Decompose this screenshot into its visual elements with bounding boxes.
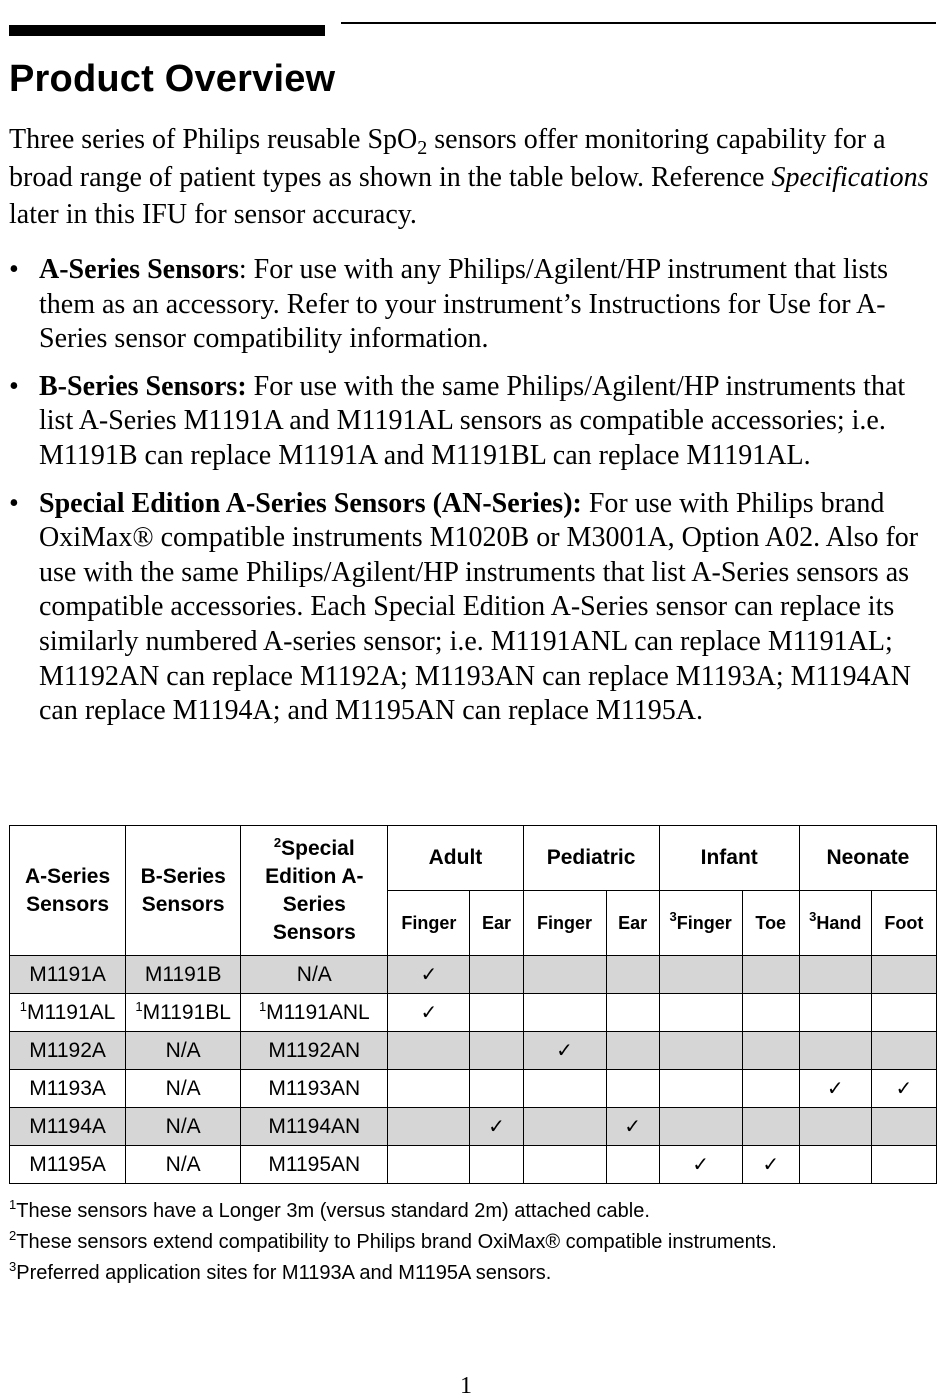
intro-text-2: sensors offer monitoring capability for a broad range of patient types as shown in the table below. Reference bbox=[9, 124, 886, 193]
header-site-label: Finger bbox=[676, 912, 732, 933]
table-body bbox=[10, 956, 937, 1184]
cell-special-edition bbox=[241, 1070, 388, 1108]
footnote-ref: 3 bbox=[809, 908, 817, 924]
footnote bbox=[9, 1196, 929, 1227]
sensor-model: M1193AN bbox=[268, 1076, 361, 1100]
footnote-ref: 3 bbox=[669, 908, 677, 924]
cell-site bbox=[799, 956, 871, 994]
bullet-title: B-Series Sensors: bbox=[39, 370, 247, 402]
sensor-model: M1195AN bbox=[268, 1152, 361, 1176]
bullet-icon: • bbox=[9, 370, 19, 402]
checkmark-icon: ✓ bbox=[895, 1076, 913, 1100]
header-site-label: Foot bbox=[884, 912, 924, 933]
cell-site bbox=[470, 994, 523, 1032]
cell-site bbox=[742, 1108, 799, 1146]
checkmark-icon: ✓ bbox=[692, 1152, 710, 1176]
page-number: 1 bbox=[460, 1373, 472, 1399]
table-row bbox=[10, 1146, 937, 1184]
header-site bbox=[388, 891, 470, 956]
checkmark-icon: ✓ bbox=[488, 1114, 505, 1138]
cell-site bbox=[742, 994, 799, 1032]
cell-site bbox=[871, 1108, 936, 1146]
cell-site bbox=[799, 1070, 871, 1108]
checkmark-icon: ✓ bbox=[762, 1152, 780, 1176]
cell-site bbox=[659, 1070, 742, 1108]
sensor-model: M1194A bbox=[29, 1114, 106, 1138]
header-group-pediatric: Pediatric bbox=[523, 826, 659, 891]
footnote-number: 1 bbox=[9, 1197, 17, 1212]
checkmark-icon: ✓ bbox=[420, 1000, 438, 1024]
checkmark-icon: ✓ bbox=[556, 1038, 573, 1062]
bullet-icon: • bbox=[9, 487, 19, 519]
cell-a-series bbox=[10, 994, 126, 1032]
footnote-ref: 1 bbox=[258, 998, 267, 1014]
sensor-model: M1191BL bbox=[142, 1000, 231, 1024]
sensor-model: N/A bbox=[165, 1114, 201, 1138]
footnote-text: Preferred application sites for M1193A and M1195A sensors. bbox=[16, 1262, 552, 1284]
cell-site bbox=[470, 956, 523, 994]
bullet-title: A-Series Sensors bbox=[39, 254, 239, 285]
footnote-number: 2 bbox=[9, 1228, 17, 1243]
sensor-compatibility-table bbox=[9, 825, 937, 1184]
bullet-icon: • bbox=[9, 254, 19, 285]
cell-site bbox=[799, 1032, 871, 1070]
header-site bbox=[742, 891, 799, 956]
table-row bbox=[10, 956, 937, 994]
checkmark-icon: ✓ bbox=[624, 1114, 641, 1138]
cell-special-edition bbox=[241, 1108, 388, 1146]
sensor-model: M1191ANL bbox=[266, 1000, 370, 1024]
page-title: Product Overview bbox=[9, 58, 336, 100]
cell-site bbox=[388, 994, 470, 1032]
footnote-number: 3 bbox=[9, 1259, 17, 1274]
table-row bbox=[10, 1108, 937, 1146]
cell-site bbox=[523, 1032, 606, 1070]
heading-rule-thick bbox=[9, 25, 325, 36]
sensor-series-list bbox=[9, 253, 934, 742]
bullet-text: For use with the same Philips/Agilent/HP instruments that list A-Series M1191A and M1191AL sensors as compatible accessories; i.e. M1191B can replace M1191A and M1191BL can replace M1191AL. bbox=[39, 370, 906, 471]
sensor-model: M1191B bbox=[144, 962, 222, 986]
cell-site bbox=[871, 994, 936, 1032]
cell-site bbox=[470, 1108, 523, 1146]
list-item bbox=[9, 487, 934, 729]
cell-site bbox=[470, 1032, 523, 1070]
bullet-title: Special Edition A-Series Sensors (AN-Series): bbox=[39, 487, 582, 519]
cell-site bbox=[871, 1032, 936, 1070]
sensor-model: N/A bbox=[165, 1076, 201, 1100]
cell-site bbox=[606, 956, 659, 994]
sensor-model: N/A bbox=[165, 1038, 201, 1062]
header-site-label: Ear bbox=[618, 912, 648, 933]
cell-site bbox=[388, 1032, 470, 1070]
cell-site bbox=[388, 956, 470, 994]
header-site bbox=[659, 891, 742, 956]
cell-site bbox=[799, 994, 871, 1032]
header-site-label: Ear bbox=[481, 912, 511, 933]
footnote-text: These sensors extend compatibility to Philips brand OxiMax® compatible instruments. bbox=[16, 1231, 777, 1253]
sensor-model: M1192A bbox=[29, 1038, 106, 1062]
header-site bbox=[523, 891, 606, 956]
table-row bbox=[10, 1070, 937, 1108]
cell-site bbox=[659, 1146, 742, 1184]
cell-site bbox=[659, 994, 742, 1032]
cell-site bbox=[742, 1146, 799, 1184]
cell-site bbox=[606, 1146, 659, 1184]
sensor-model: M1191AL bbox=[27, 1000, 116, 1024]
footnotes bbox=[9, 1196, 929, 1289]
cell-site bbox=[742, 1032, 799, 1070]
header-b-series: B-Series Sensors bbox=[126, 826, 241, 956]
checkmark-icon: ✓ bbox=[420, 962, 438, 986]
cell-a-series bbox=[10, 1032, 126, 1070]
cell-site bbox=[606, 994, 659, 1032]
table-row bbox=[10, 994, 937, 1032]
sensor-model: M1194AN bbox=[268, 1114, 361, 1138]
cell-site bbox=[799, 1108, 871, 1146]
header-site bbox=[606, 891, 659, 956]
cell-site bbox=[523, 1070, 606, 1108]
bullet-text: : For use with any Philips/Agilent/HP instrument that lists them as an accessory. Refer to your instrument’s Instructions for Use for A-Series sensor compatibility information. bbox=[39, 254, 889, 355]
cell-b-series bbox=[126, 1032, 241, 1070]
cell-site bbox=[388, 1146, 470, 1184]
header-a-series: A-Series Sensors bbox=[10, 826, 126, 956]
cell-b-series bbox=[126, 1108, 241, 1146]
cell-a-series bbox=[10, 956, 126, 994]
checkmark-icon: ✓ bbox=[826, 1076, 844, 1100]
cell-site bbox=[523, 1108, 606, 1146]
cell-site bbox=[523, 1146, 606, 1184]
cell-site bbox=[742, 1070, 799, 1108]
footnote bbox=[9, 1258, 929, 1289]
list-item bbox=[9, 253, 934, 357]
cell-special-edition bbox=[241, 956, 388, 994]
bullet-text: For use with Philips brand OxiMax® compatible instruments M1020B or M3001A, Option A02. Also for use with the same Philips/Agilent/HP instruments that list A-Series sensors as compatible accessories. Each Special Edition A-Series sensor can replace its similarly numbered A-series sensor; i.e. M1191ANL can replace M1191AL; M1192AN can replace M1192A; M1193AN can replace M1193A; M1194AN can replace M1194A; and M1195AN can replace M1195A. bbox=[39, 487, 919, 727]
heading-rule-thin bbox=[341, 22, 936, 24]
cell-site bbox=[799, 1146, 871, 1184]
header-site-label: Hand bbox=[816, 912, 862, 933]
header-site bbox=[799, 891, 871, 956]
cell-site bbox=[871, 1070, 936, 1108]
cell-site bbox=[606, 1070, 659, 1108]
cell-site bbox=[742, 956, 799, 994]
footnote-ref: 1 bbox=[135, 998, 143, 1014]
header-site-label: Toe bbox=[755, 912, 787, 933]
cell-b-series bbox=[126, 956, 241, 994]
header-group-neonate: Neonate bbox=[799, 826, 936, 891]
intro-subscript: 2 bbox=[417, 137, 428, 159]
cell-site bbox=[388, 1070, 470, 1108]
cell-special-edition bbox=[241, 1146, 388, 1184]
header-special-edition-label: Special Edition A-Series Sensors bbox=[265, 836, 364, 944]
header-group-adult: Adult bbox=[388, 826, 523, 891]
cell-site bbox=[659, 956, 742, 994]
cell-special-edition bbox=[241, 1032, 388, 1070]
cell-site bbox=[470, 1070, 523, 1108]
cell-site bbox=[470, 1146, 523, 1184]
intro-text-1: Three series of Philips reusable SpO bbox=[9, 124, 418, 155]
header-site bbox=[470, 891, 523, 956]
table-row bbox=[10, 1032, 937, 1070]
sensor-model: N/A bbox=[165, 1152, 201, 1176]
intro-specifications-ref: Specifications bbox=[771, 161, 929, 193]
sensor-model: M1195A bbox=[29, 1152, 106, 1176]
sensor-model: M1193A bbox=[29, 1076, 106, 1100]
cell-a-series bbox=[10, 1108, 126, 1146]
cell-site bbox=[659, 1108, 742, 1146]
header-site bbox=[871, 891, 936, 956]
header-site-label: Finger bbox=[537, 912, 593, 933]
header-group-infant: Infant bbox=[659, 826, 799, 891]
cell-site bbox=[871, 1146, 936, 1184]
cell-b-series bbox=[126, 994, 241, 1032]
cell-site bbox=[606, 1032, 659, 1070]
footnote-ref: 2 bbox=[273, 834, 282, 850]
header-site-label: Finger bbox=[401, 912, 457, 933]
cell-b-series bbox=[126, 1146, 241, 1184]
cell-site bbox=[659, 1032, 742, 1070]
list-item bbox=[9, 370, 934, 474]
footnote-ref: 1 bbox=[19, 998, 27, 1014]
cell-site bbox=[871, 956, 936, 994]
cell-site bbox=[523, 994, 606, 1032]
cell-site bbox=[606, 1108, 659, 1146]
intro-text-3: later in this IFU for sensor accuracy. bbox=[9, 199, 417, 230]
sensor-model: M1191A bbox=[29, 962, 106, 986]
cell-a-series bbox=[10, 1070, 126, 1108]
sensor-model: M1192AN bbox=[268, 1038, 361, 1062]
header-special-edition bbox=[241, 826, 388, 956]
cell-a-series bbox=[10, 1146, 126, 1184]
footnote-text: These sensors have a Longer 3m (versus standard 2m) attached cable. bbox=[16, 1200, 650, 1222]
sensor-model: N/A bbox=[296, 962, 332, 986]
cell-site bbox=[388, 1108, 470, 1146]
cell-special-edition bbox=[241, 994, 388, 1032]
cell-b-series bbox=[126, 1070, 241, 1108]
intro-paragraph bbox=[9, 121, 929, 234]
cell-site bbox=[523, 956, 606, 994]
footnote bbox=[9, 1227, 929, 1258]
